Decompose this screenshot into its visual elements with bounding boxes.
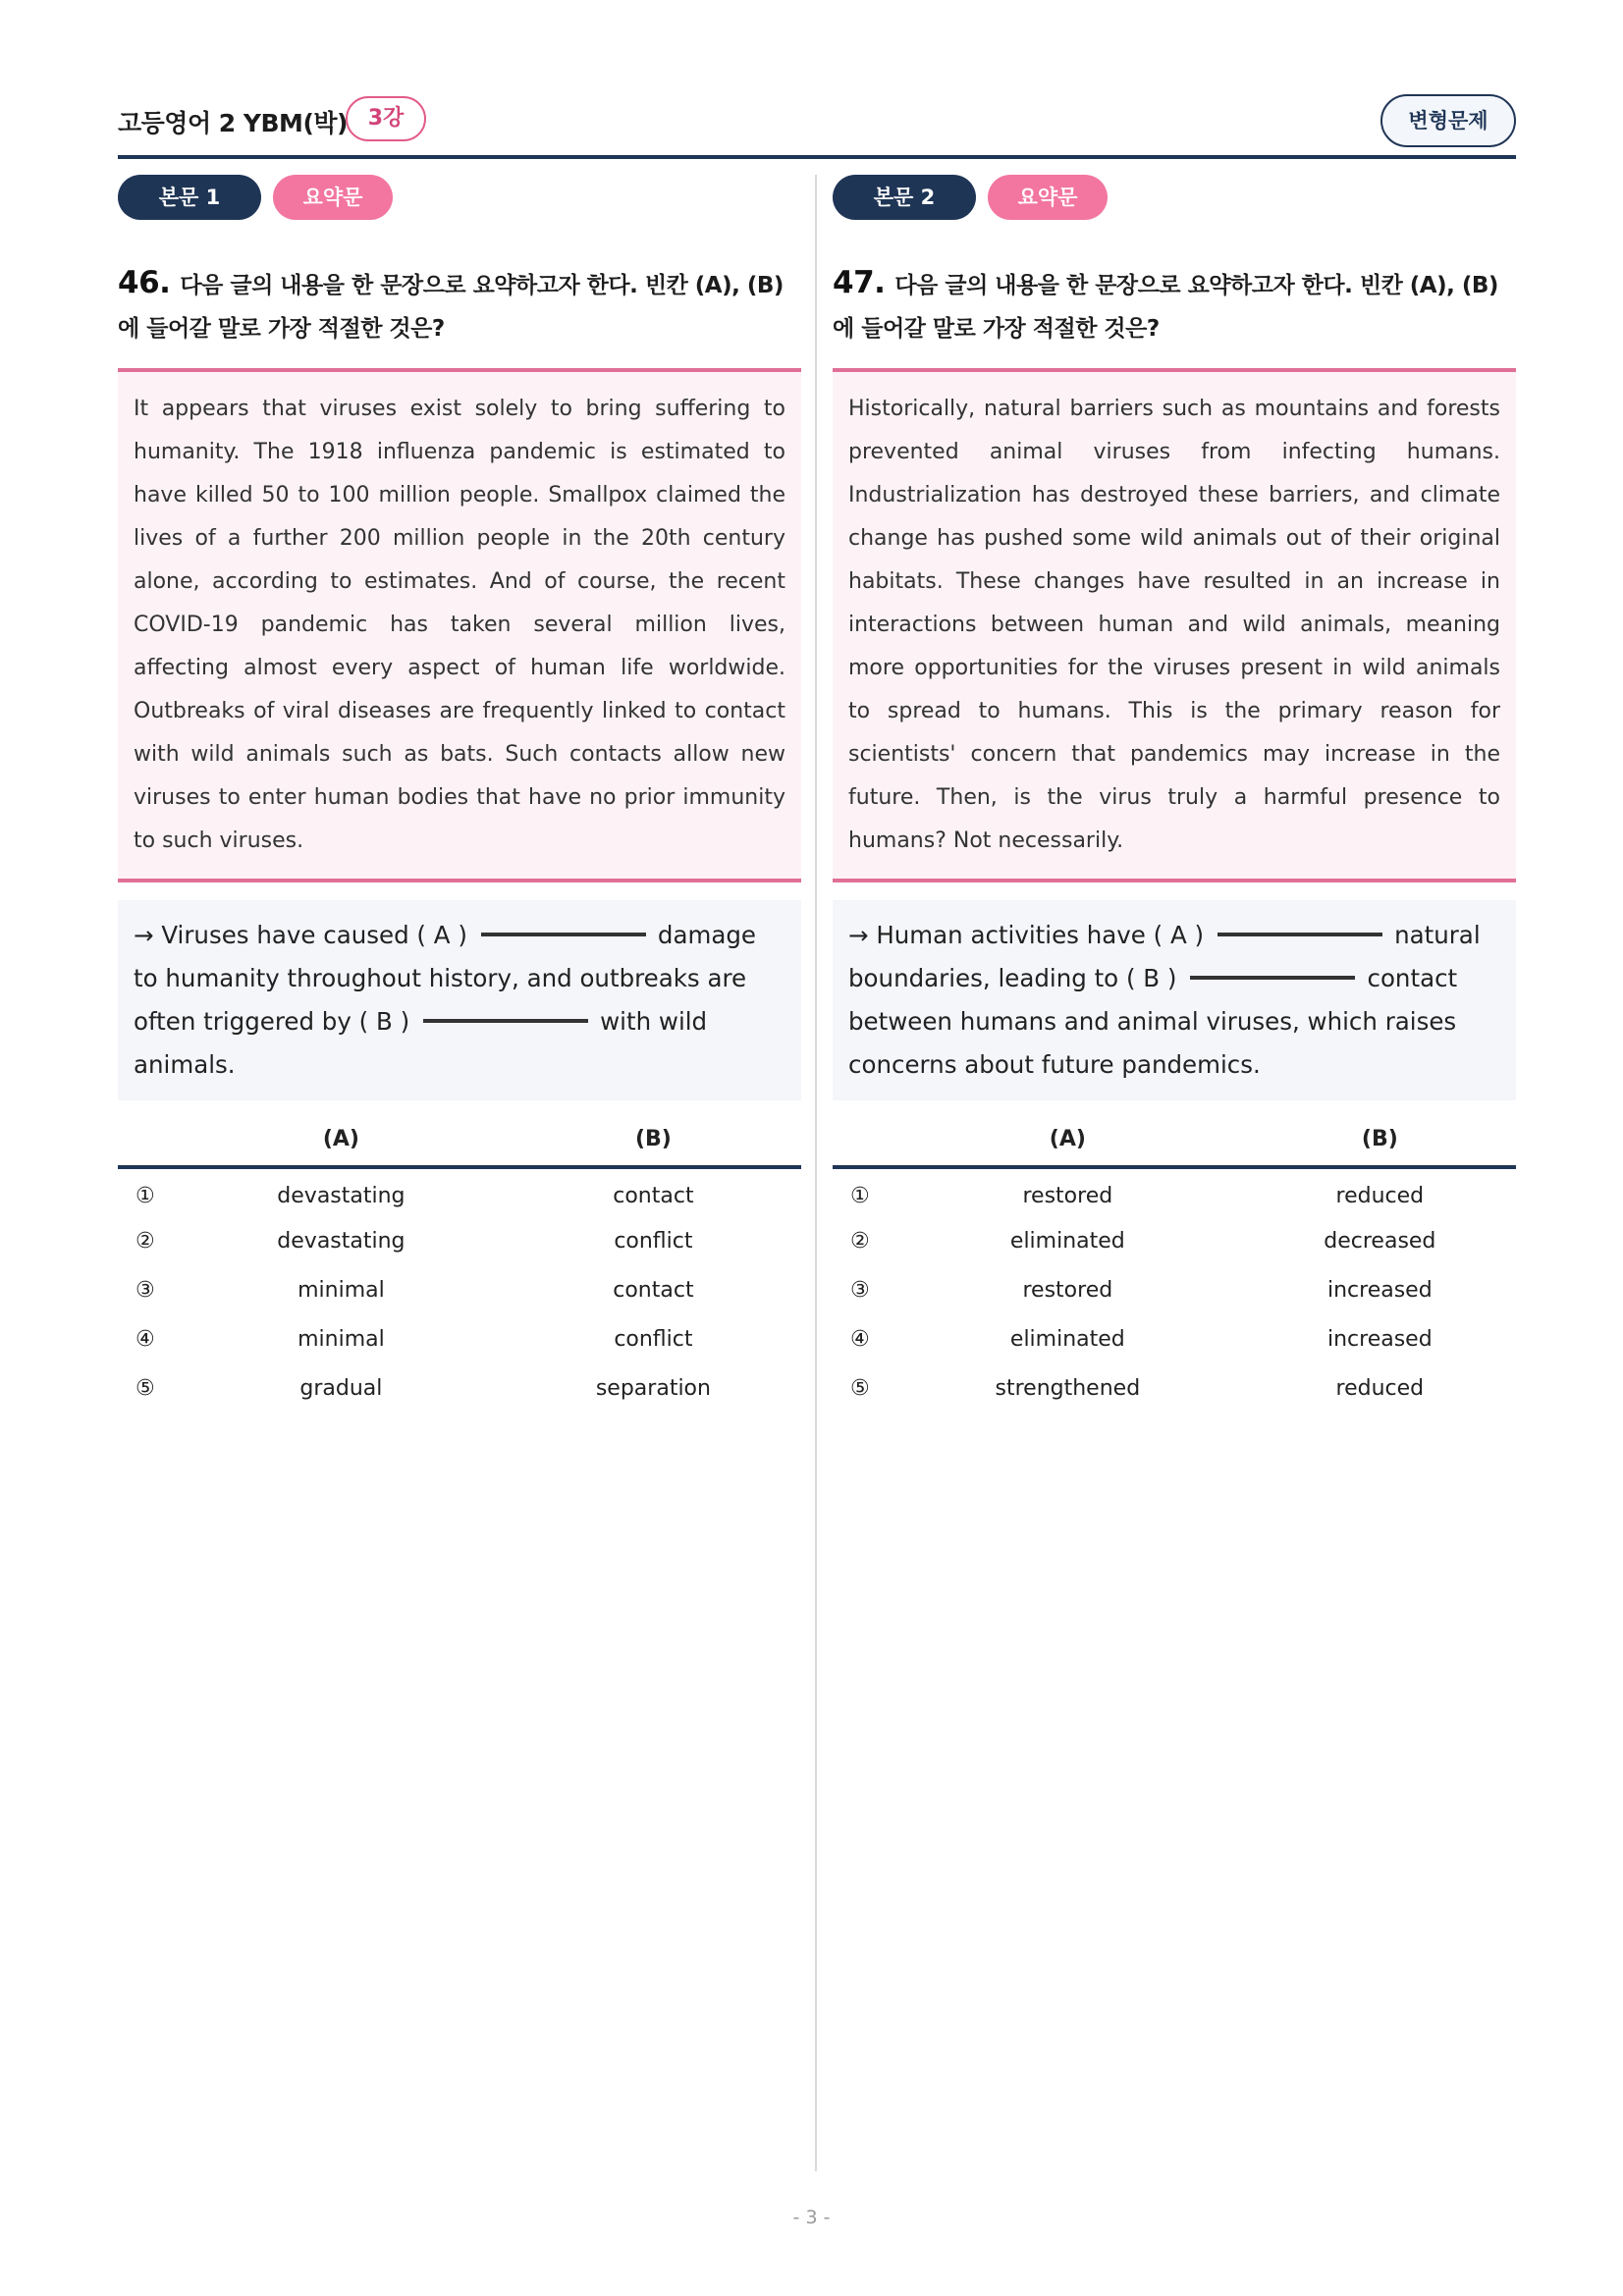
section-tags bbox=[118, 175, 801, 222]
summary-part-2: natural boundaries, leading to ( B ) bbox=[848, 921, 1481, 992]
option-b-value: conflict bbox=[614, 1228, 693, 1254]
option-b-value: separation bbox=[595, 1375, 711, 1401]
option-number: ② bbox=[850, 1228, 870, 1254]
option-a-value: restored bbox=[1022, 1183, 1113, 1208]
option-row-4[interactable] bbox=[118, 1314, 801, 1363]
option-row-3[interactable] bbox=[833, 1265, 1516, 1314]
option-a-value: eliminated bbox=[1009, 1228, 1125, 1254]
question-prompt bbox=[833, 261, 1516, 350]
question-type-tag: 요약문 bbox=[273, 175, 393, 220]
option-b-value: increased bbox=[1326, 1277, 1433, 1303]
option-number: ③ bbox=[135, 1277, 155, 1303]
column-divider bbox=[815, 175, 817, 2171]
answer-options-table bbox=[833, 1112, 1516, 1413]
summary-part-1: → Human activities have ( A ) bbox=[848, 921, 1205, 949]
option-b-value: increased bbox=[1326, 1326, 1433, 1352]
summary-box bbox=[118, 900, 801, 1100]
option-row-5[interactable] bbox=[118, 1363, 801, 1413]
option-number: ① bbox=[850, 1183, 870, 1208]
option-a-value: devastating bbox=[277, 1228, 406, 1254]
blank-a bbox=[481, 933, 646, 936]
page-number: - 3 - bbox=[792, 2207, 831, 2228]
passage-box bbox=[833, 368, 1516, 882]
question-prompt bbox=[118, 261, 801, 350]
option-b-value: contact bbox=[613, 1183, 694, 1208]
summary-part-2: damage to humanity throughout history, and outbreaks are often triggered by ( B ) bbox=[134, 921, 756, 1036]
option-b-value: conflict bbox=[614, 1326, 693, 1352]
question-number: 46. bbox=[118, 265, 171, 300]
option-number: ⑤ bbox=[135, 1375, 155, 1401]
summary-box bbox=[833, 900, 1516, 1100]
options-header-row bbox=[833, 1112, 1516, 1167]
header-divider bbox=[118, 155, 1516, 159]
options-header-row bbox=[118, 1112, 801, 1167]
option-a-value: gradual bbox=[299, 1375, 383, 1401]
question-number: 47. bbox=[833, 265, 886, 300]
answer-options-table bbox=[118, 1112, 801, 1413]
option-row-4[interactable] bbox=[833, 1314, 1516, 1363]
option-row-2[interactable] bbox=[118, 1216, 801, 1265]
summary-part-3: with wild animals. bbox=[134, 1007, 708, 1079]
column-b-header: (B) bbox=[1244, 1112, 1516, 1167]
passage-tag: 본문 1 bbox=[118, 175, 261, 220]
blank-b bbox=[423, 1019, 588, 1023]
option-row-3[interactable] bbox=[118, 1265, 801, 1314]
question-text: 다음 글의 내용을 한 문장으로 요약하고자 한다. 빈칸 (A), (B)에 들어갈 말로 가장 적절한 것은? bbox=[118, 273, 784, 342]
question-type-badge: 변형문제 bbox=[1380, 94, 1516, 147]
option-row-1[interactable] bbox=[118, 1167, 801, 1216]
option-number: ④ bbox=[850, 1326, 870, 1352]
summary-part-1: → Viruses have caused ( A ) bbox=[134, 921, 467, 949]
page-header bbox=[118, 94, 1516, 153]
option-a-value: eliminated bbox=[1009, 1326, 1125, 1352]
option-number-header bbox=[833, 1112, 892, 1167]
column-a-header: (A) bbox=[177, 1112, 506, 1167]
option-row-2[interactable] bbox=[833, 1216, 1516, 1265]
question-text: 다음 글의 내용을 한 문장으로 요약하고자 한다. 빈칸 (A), (B)에 들어갈 말로 가장 적절한 것은? bbox=[833, 273, 1498, 342]
option-number: ① bbox=[135, 1183, 155, 1208]
summary-part-3: contact between humans and animal viruses, which raises concerns about future pandemics. bbox=[848, 964, 1458, 1079]
option-a-value: minimal bbox=[298, 1277, 385, 1303]
option-a-value: minimal bbox=[298, 1326, 385, 1352]
lesson-badge: 3강 bbox=[346, 96, 426, 141]
document-title: 고등영어 2 YBM(박) bbox=[118, 109, 348, 137]
passage-tag: 본문 2 bbox=[833, 175, 976, 220]
question-type-tag: 요약문 bbox=[988, 175, 1108, 220]
column-b-header: (B) bbox=[506, 1112, 801, 1167]
option-number: ③ bbox=[850, 1277, 870, 1303]
option-b-value: reduced bbox=[1335, 1183, 1425, 1208]
passage-text: Historically, natural barriers such as mountains and forests prevented animal viruses from infecting humans. Industrialization has destroyed these barriers, and climate change has pushed some wild animals out of their original habitats. These changes have resulted in an increase in interactions between human and wild animals, meaning more opportunities for the viruses present in wild animals to spread to humans. This is the primary reason for scientists' concern that pandemics may increase in the future. Then, is the virus truly a harmful presence to humans? Not necessarily. bbox=[848, 397, 1500, 853]
blank-a bbox=[1217, 933, 1382, 936]
option-b-value: reduced bbox=[1335, 1375, 1425, 1401]
option-row-1[interactable] bbox=[833, 1167, 1516, 1216]
option-a-value: restored bbox=[1022, 1277, 1113, 1303]
left-column bbox=[118, 175, 801, 1413]
option-number: ④ bbox=[135, 1326, 155, 1352]
option-b-value: decreased bbox=[1324, 1228, 1436, 1254]
section-tags bbox=[833, 175, 1516, 222]
option-number: ② bbox=[135, 1228, 155, 1254]
passage-box bbox=[118, 368, 801, 882]
option-number-header bbox=[118, 1112, 177, 1167]
passage-text: It appears that viruses exist solely to bring suffering to humanity. The 1918 influenza pandemic is estimated to have killed 50 to 100 million people. Smallpox claimed the lives of a further 200 million people in the 20th century alone, according to estimates. And of course, the recent COVID-19 pandemic has taken several million lives, affecting almost every aspect of human life worldwide. Outbreaks of viral diseases are frequently linked to contact with wild animals such as bats. Such contacts allow new viruses to enter human bodies that have no prior immunity to such viruses. bbox=[134, 397, 785, 853]
right-column bbox=[833, 175, 1516, 1413]
blank-b bbox=[1190, 976, 1355, 980]
column-a-header: (A) bbox=[892, 1112, 1244, 1167]
option-b-value: contact bbox=[613, 1277, 694, 1303]
option-a-value: devastating bbox=[277, 1183, 406, 1208]
option-number: ⑤ bbox=[850, 1375, 870, 1401]
option-a-value: strengthened bbox=[995, 1375, 1141, 1401]
option-row-5[interactable] bbox=[833, 1363, 1516, 1413]
